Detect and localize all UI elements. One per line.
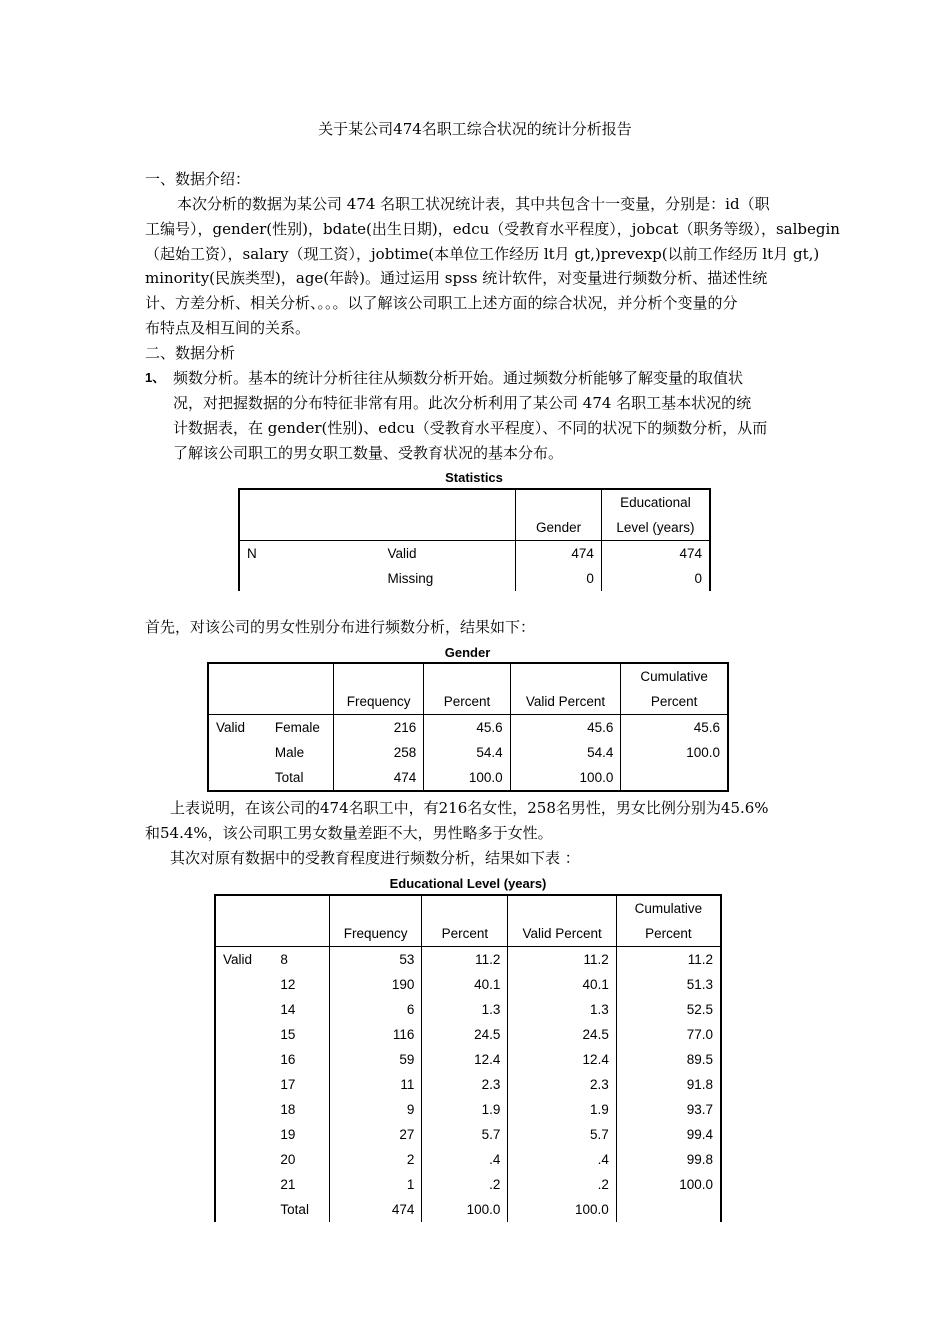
- row-label: [215, 1022, 273, 1047]
- row-label: [215, 1097, 273, 1122]
- row-sublabel: Total: [268, 765, 334, 791]
- table-row: [215, 997, 721, 1022]
- statistics-table: [238, 488, 711, 591]
- paragraph-line: 和54.4%，该公司职工男女数量差距不大，男性略多于女性。: [145, 824, 553, 842]
- row-sublabel: Total: [273, 1197, 329, 1222]
- column-header: Valid Percent: [508, 921, 616, 947]
- table-cell: .2: [508, 1172, 616, 1197]
- header-blank: [268, 689, 334, 715]
- row-sublabel: Female: [268, 715, 334, 741]
- table-cell: 5.7: [508, 1122, 616, 1147]
- document-title: 关于某公司474名职工综合状况的统计分析报告: [318, 120, 632, 138]
- header-blank: [333, 663, 423, 689]
- row-sublabel: 16: [273, 1047, 329, 1072]
- table-cell: 11.2: [687, 952, 713, 967]
- table-cell: 116: [329, 1022, 421, 1047]
- table-row: [215, 1147, 721, 1172]
- header-blank: [208, 689, 268, 715]
- column-header: Cumulative: [634, 901, 703, 916]
- column-header: Frequency: [333, 689, 423, 715]
- table-cell: 100.0: [422, 1197, 508, 1222]
- table-cell: 24.5: [422, 1022, 508, 1047]
- table-row: [239, 541, 710, 567]
- table-cell: 51.3: [686, 977, 713, 992]
- table-row: [239, 566, 710, 591]
- table-row: [215, 1022, 721, 1047]
- table-cell: 99.4: [686, 1127, 713, 1142]
- header-blank: [329, 895, 421, 921]
- header-blank: [239, 489, 378, 515]
- table-row: [215, 1072, 721, 1097]
- row-label: [215, 1047, 273, 1072]
- table-row: [208, 740, 728, 765]
- header-blank: [208, 663, 268, 689]
- table-cell: 0: [694, 571, 702, 586]
- table-cell: 2.3: [508, 1072, 616, 1097]
- education-intro-text: 其次对原有数据中的受教育程度进行频数分析，结果如下表 ：: [170, 849, 580, 867]
- table-row: [215, 1122, 721, 1147]
- header-blank: [215, 895, 273, 921]
- table-cell: 1.3: [508, 997, 616, 1022]
- column-header: Valid Percent: [510, 689, 621, 715]
- education-table: [214, 894, 722, 1222]
- table-cell: 93.7: [686, 1102, 713, 1117]
- paragraph-line: 计、方差分析、相关分析、。。。以了解该公司职工上述方面的综合状况，并分析个变量的分: [145, 294, 738, 312]
- row-label: [215, 997, 273, 1022]
- column-header: Percent: [424, 689, 510, 715]
- column-header: Percent: [616, 921, 721, 947]
- column-header: Cumulative: [640, 669, 708, 684]
- table-cell: 54.4: [510, 740, 621, 765]
- table-cell: 45.6: [424, 715, 510, 741]
- gender-intro-text: 首先，对该公司的男女性别分布进行频数分析，结果如下：: [145, 618, 536, 636]
- table-cell: .4: [422, 1147, 508, 1172]
- table-cell: [616, 1197, 721, 1222]
- table-cell: 45.6: [510, 715, 621, 741]
- table-cell: 474: [516, 541, 602, 567]
- header-blank: [424, 663, 510, 689]
- paragraph-line: 况，对把握数据的分布特征非常有用。此次分析利用了某公司 474 名职工基本状况的统: [173, 394, 752, 412]
- row-label: [208, 740, 268, 765]
- statistics-table-caption: Statistics: [445, 470, 503, 485]
- gender-table-caption: Gender: [444, 645, 491, 660]
- column-header: Educational: [620, 495, 691, 510]
- table-cell: 474: [329, 1197, 421, 1222]
- header-blank: [378, 515, 516, 541]
- table-cell: .4: [508, 1147, 616, 1172]
- header-blank: [508, 895, 616, 921]
- header-blank: [516, 489, 602, 515]
- row-label: [215, 1197, 273, 1222]
- paragraph-line: 计数据表，在 gender(性别)、edcu（受教育水平程度）、不同的状况下的频数分析，从而: [173, 419, 768, 437]
- row-sublabel: Missing: [378, 566, 516, 591]
- section-2-heading: 二、数据分析: [145, 344, 236, 362]
- table-cell: 0: [516, 566, 602, 591]
- header-blank: [215, 921, 273, 947]
- table-cell: 5.7: [422, 1122, 508, 1147]
- paragraph-line: 频数分析。基本的统计分析往往从频数分析开始。通过频数分析能够了解变量的取值状: [173, 369, 744, 387]
- table-cell: 27: [329, 1122, 421, 1147]
- row-sublabel: 19: [273, 1122, 329, 1147]
- header-blank: [378, 489, 516, 515]
- paragraph-line: minority(民族类型)，age(年龄)。通过运用 spss 统计软件，对变量进行频数分析、描述性统: [145, 269, 768, 287]
- table-row: [208, 715, 728, 741]
- paragraph-line: 布特点及相互间的关系。: [145, 319, 311, 337]
- table-row: [215, 947, 721, 973]
- gender-table: [207, 662, 729, 792]
- row-sublabel: Male: [268, 740, 334, 765]
- row-label: Valid: [223, 952, 253, 967]
- table-row: [215, 1097, 721, 1122]
- table-cell: 258: [333, 740, 423, 765]
- paragraph-line: 上表说明，在该公司的474名职工中，有216名女性，258名男性，男女比例分别为45.6%: [170, 799, 769, 817]
- row-sublabel: 18: [273, 1097, 329, 1122]
- table-cell: 54.4: [424, 740, 510, 765]
- row-label: [215, 1172, 273, 1197]
- table-cell: 77.0: [686, 1027, 713, 1042]
- row-sublabel: 21: [273, 1172, 329, 1197]
- table-cell: 6: [329, 997, 421, 1022]
- table-cell: 100.0: [508, 1197, 616, 1222]
- header-blank: [510, 663, 621, 689]
- table-cell: 100.0: [686, 745, 720, 760]
- table-cell: 474: [333, 765, 423, 791]
- table-cell: 11: [329, 1072, 421, 1097]
- table-cell: 89.5: [686, 1052, 713, 1067]
- table-cell: 12.4: [422, 1047, 508, 1072]
- table-cell: 40.1: [422, 972, 508, 997]
- header-blank: [422, 895, 508, 921]
- row-label: N: [247, 546, 257, 561]
- paragraph-line: 工编号），gender(性别)，bdate(出生日期)，edcu（受教育水平程度），jobcat（职务等级），salbegin: [145, 220, 840, 238]
- row-sublabel: 17: [273, 1072, 329, 1097]
- row-label: [239, 566, 378, 591]
- table-cell: .2: [422, 1172, 508, 1197]
- row-sublabel: Valid: [378, 541, 516, 567]
- table-cell: 9: [329, 1097, 421, 1122]
- table-row: [215, 1197, 721, 1222]
- table-cell: 59: [329, 1047, 421, 1072]
- column-header: Frequency: [329, 921, 421, 947]
- row-sublabel: 14: [273, 997, 329, 1022]
- row-sublabel: 15: [273, 1022, 329, 1047]
- column-header: Percent: [422, 921, 508, 947]
- table-cell: 1: [329, 1172, 421, 1197]
- table-cell: 40.1: [508, 972, 616, 997]
- table-cell: 1.9: [508, 1097, 616, 1122]
- table-cell: 91.8: [686, 1077, 713, 1092]
- table-cell: 24.5: [508, 1022, 616, 1047]
- table-cell: 100.0: [679, 1177, 713, 1192]
- table-cell: 53: [329, 947, 421, 973]
- table-cell: 2.3: [422, 1072, 508, 1097]
- table-cell: 2: [329, 1147, 421, 1172]
- row-label: [215, 1072, 273, 1097]
- table-row: [215, 972, 721, 997]
- row-label: Valid: [216, 720, 246, 735]
- row-sublabel: 12: [273, 972, 329, 997]
- list-item-number: 1、: [145, 370, 166, 385]
- table-cell: 99.8: [686, 1152, 713, 1167]
- header-blank: [273, 895, 329, 921]
- table-cell: 12.4: [508, 1047, 616, 1072]
- row-label: [215, 1147, 273, 1172]
- table-cell: 216: [333, 715, 423, 741]
- paragraph-line: 本次分析的数据为某公司 474 名职工状况统计表，其中共包含十一变量，分别是：id（职: [177, 195, 770, 213]
- header-blank: [273, 921, 329, 947]
- paragraph-line: 了解该公司职工的男女职工数量、受教育状况的基本分布。: [173, 444, 564, 462]
- table-cell: 45.6: [693, 720, 720, 735]
- column-header: Percent: [621, 689, 728, 715]
- column-header: Level (years): [601, 515, 710, 541]
- education-table-caption: Educational Level (years): [389, 876, 547, 891]
- table-row: [215, 1047, 721, 1072]
- table-cell: 11.2: [422, 947, 508, 973]
- header-blank: [268, 663, 334, 689]
- table-cell: 100.0: [510, 765, 621, 791]
- column-header: Gender: [516, 515, 602, 541]
- table-cell: 190: [329, 972, 421, 997]
- row-label: [215, 972, 273, 997]
- header-blank: [239, 515, 378, 541]
- table-cell: 11.2: [508, 947, 616, 973]
- row-sublabel: 20: [273, 1147, 329, 1172]
- table-cell: 474: [679, 546, 702, 561]
- row-label: [208, 765, 268, 791]
- table-row: [215, 1172, 721, 1197]
- table-cell: 52.5: [686, 1002, 713, 1017]
- section-1-heading: 一、数据介绍：: [145, 170, 251, 188]
- row-sublabel: 8: [273, 947, 329, 973]
- table-cell: 100.0: [424, 765, 510, 791]
- paragraph-line: （起始工资），salary（现工资），jobtime(本单位工作经历 lt月 gt,)prevexp(以前工作经历 lt月 gt,): [145, 245, 820, 263]
- row-label: [215, 1122, 273, 1147]
- table-cell: 1.3: [422, 997, 508, 1022]
- table-cell: [621, 765, 728, 791]
- table-row: [208, 765, 728, 791]
- table-cell: 1.9: [422, 1097, 508, 1122]
